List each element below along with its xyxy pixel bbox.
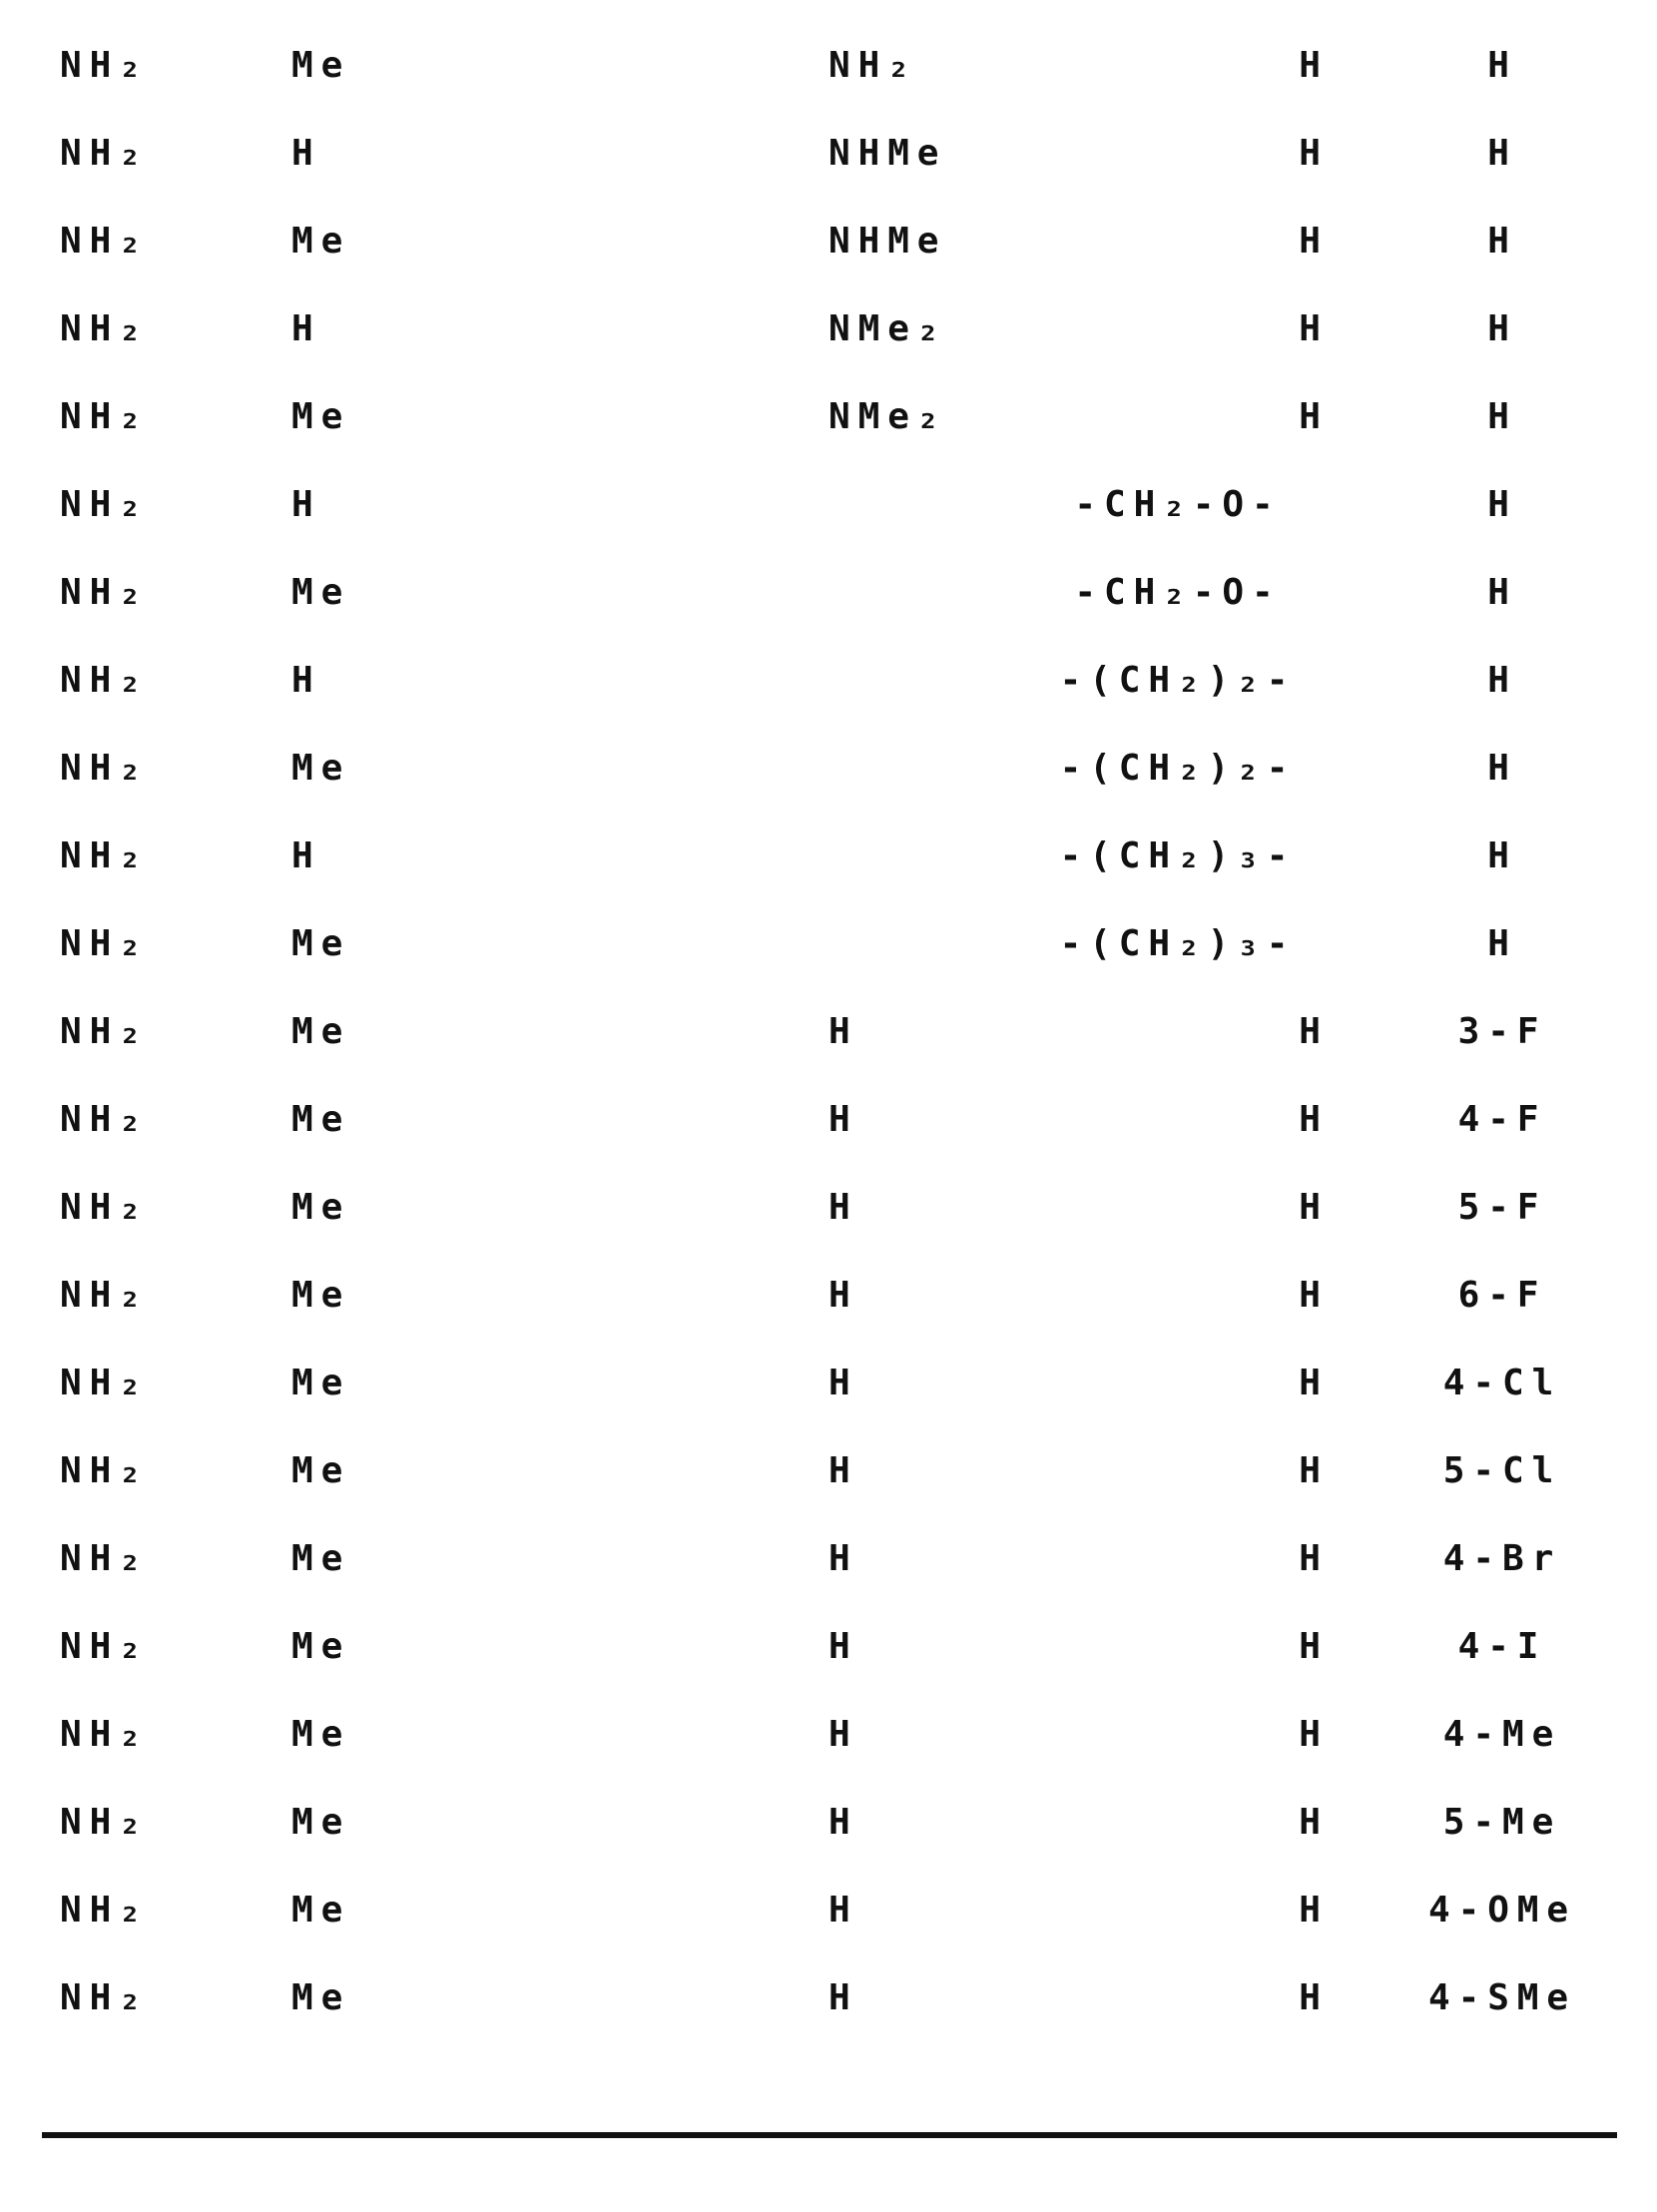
cell-bridge-group: -(CH₂)₂- [1059,660,1297,701]
cell-substituent-2: Me [291,1187,351,1228]
cell-substituent-2: Me [291,1099,351,1140]
cell-substituent-3: H [828,1099,858,1140]
table-row [0,22,1657,110]
table-row [0,813,1657,900]
cell-substituent-4: H [1299,308,1329,349]
cell-substituent-1: NH₂ [60,396,149,437]
cell-substituent-1: NH₂ [60,1977,149,2018]
cell-substituent-2: Me [291,748,351,789]
table-row [0,1252,1657,1340]
cell-substituent-1: NH₂ [60,133,149,174]
cell-substituent-1: NH₂ [60,1011,149,1052]
cell-substituent-4: H [1299,1011,1329,1052]
bottom-rule [42,2132,1617,2138]
cell-substituent-1: NH₂ [60,1714,149,1755]
cell-substituent-2: Me [291,1890,351,1931]
cell-substituent-4: H [1299,1099,1329,1140]
cell-substituent-5: 3-F [1457,1011,1547,1052]
cell-substituent-3: H [828,1626,858,1667]
cell-substituent-4: H [1299,45,1329,86]
cell-substituent-3: NHMe [828,133,947,174]
cell-substituent-4: H [1299,1890,1329,1931]
cell-substituent-3: NMe₂ [828,396,947,437]
table-row [0,1779,1657,1867]
cell-substituent-5: H [1487,660,1517,701]
cell-substituent-1: NH₂ [60,1363,149,1403]
cell-substituent-1: NH₂ [60,45,149,86]
cell-substituent-1: NH₂ [60,923,149,964]
cell-substituent-1: NH₂ [60,1802,149,1843]
cell-substituent-3: H [828,1011,858,1052]
cell-substituent-5: 4-SMe [1428,1977,1576,2018]
table-row [0,1076,1657,1164]
cell-substituent-5: 4-Br [1442,1538,1562,1579]
cell-substituent-3: H [828,1890,858,1931]
cell-substituent-5: 5-Me [1442,1802,1562,1843]
cell-substituent-5: 5-Cl [1442,1450,1562,1491]
cell-substituent-2: Me [291,572,351,613]
cell-substituent-1: NH₂ [60,660,149,701]
cell-substituent-5: 6-F [1457,1275,1547,1316]
cell-substituent-1: NH₂ [60,1450,149,1491]
table-row [0,549,1657,637]
cell-substituent-1: NH₂ [60,1099,149,1140]
cell-substituent-2: Me [291,1714,351,1755]
table-row [0,1340,1657,1427]
table-row [0,1427,1657,1515]
cell-substituent-3: H [828,1187,858,1228]
cell-substituent-2: H [291,660,321,701]
table-row [0,1867,1657,1954]
table-row [0,1691,1657,1779]
cell-substituent-1: NH₂ [60,484,149,525]
cell-substituent-4: H [1299,1977,1329,2018]
table-row [0,988,1657,1076]
cell-substituent-3: NH₂ [828,45,917,86]
cell-substituent-5: H [1487,133,1517,174]
cell-substituent-5: 4-Cl [1442,1363,1562,1403]
cell-substituent-5: H [1487,221,1517,262]
cell-substituent-1: NH₂ [60,1187,149,1228]
cell-bridge-group: -(CH₂)₃- [1059,923,1297,964]
cell-bridge-group: -(CH₂)₂- [1059,748,1297,789]
table-row [0,461,1657,549]
cell-substituent-3: H [828,1538,858,1579]
cell-substituent-1: NH₂ [60,1538,149,1579]
cell-substituent-1: NH₂ [60,1890,149,1931]
cell-substituent-2: Me [291,1626,351,1667]
cell-substituent-2: H [291,308,321,349]
cell-substituent-1: NH₂ [60,1275,149,1316]
cell-substituent-3: H [828,1977,858,2018]
cell-substituent-2: H [291,835,321,876]
table-row [0,725,1657,813]
cell-substituent-5: 4-OMe [1428,1890,1576,1931]
cell-substituent-2: Me [291,1977,351,2018]
cell-substituent-2: Me [291,1363,351,1403]
cell-substituent-5: H [1487,484,1517,525]
cell-substituent-2: Me [291,1538,351,1579]
table-row [0,1164,1657,1252]
table-row [0,1515,1657,1603]
cell-substituent-3: H [828,1363,858,1403]
substituent-table [0,22,1657,2042]
table-row [0,285,1657,373]
cell-substituent-1: NH₂ [60,221,149,262]
cell-substituent-4: H [1299,396,1329,437]
cell-substituent-5: H [1487,835,1517,876]
cell-bridge-group: -CH₂-O- [1074,572,1282,613]
cell-substituent-4: H [1299,1187,1329,1228]
cell-substituent-5: H [1487,748,1517,789]
cell-substituent-5: H [1487,923,1517,964]
table-row [0,373,1657,461]
table-row [0,198,1657,285]
cell-substituent-5: 4-F [1457,1099,1547,1140]
cell-substituent-2: H [291,133,321,174]
cell-substituent-4: H [1299,1802,1329,1843]
cell-substituent-2: Me [291,1011,351,1052]
cell-substituent-3: NHMe [828,221,947,262]
cell-substituent-3: H [828,1275,858,1316]
cell-substituent-4: H [1299,133,1329,174]
cell-substituent-3: H [828,1714,858,1755]
table-row [0,1954,1657,2042]
cell-substituent-3: H [828,1802,858,1843]
cell-substituent-5: H [1487,45,1517,86]
table-row [0,110,1657,198]
cell-substituent-2: Me [291,1802,351,1843]
table-row [0,1603,1657,1691]
cell-substituent-2: Me [291,1275,351,1316]
cell-substituent-5: H [1487,308,1517,349]
cell-substituent-5: 4-Me [1442,1714,1562,1755]
cell-substituent-4: H [1299,1626,1329,1667]
cell-substituent-2: Me [291,396,351,437]
cell-substituent-2: Me [291,1450,351,1491]
cell-substituent-5: H [1487,572,1517,613]
cell-substituent-2: Me [291,923,351,964]
cell-substituent-4: H [1299,1714,1329,1755]
cell-substituent-4: H [1299,1363,1329,1403]
cell-substituent-1: NH₂ [60,835,149,876]
cell-substituent-1: NH₂ [60,748,149,789]
cell-substituent-3: H [828,1450,858,1491]
cell-substituent-4: H [1299,1450,1329,1491]
cell-substituent-1: NH₂ [60,1626,149,1667]
table-row [0,900,1657,988]
cell-substituent-5: H [1487,396,1517,437]
cell-substituent-2: H [291,484,321,525]
cell-substituent-5: 4-I [1457,1626,1547,1667]
cell-substituent-2: Me [291,45,351,86]
cell-substituent-5: 5-F [1457,1187,1547,1228]
cell-substituent-2: Me [291,221,351,262]
cell-bridge-group: -(CH₂)₃- [1059,835,1297,876]
cell-substituent-1: NH₂ [60,308,149,349]
cell-bridge-group: -CH₂-O- [1074,484,1282,525]
cell-substituent-1: NH₂ [60,572,149,613]
cell-substituent-4: H [1299,1538,1329,1579]
table-row [0,637,1657,725]
cell-substituent-4: H [1299,1275,1329,1316]
cell-substituent-3: NMe₂ [828,308,947,349]
cell-substituent-4: H [1299,221,1329,262]
